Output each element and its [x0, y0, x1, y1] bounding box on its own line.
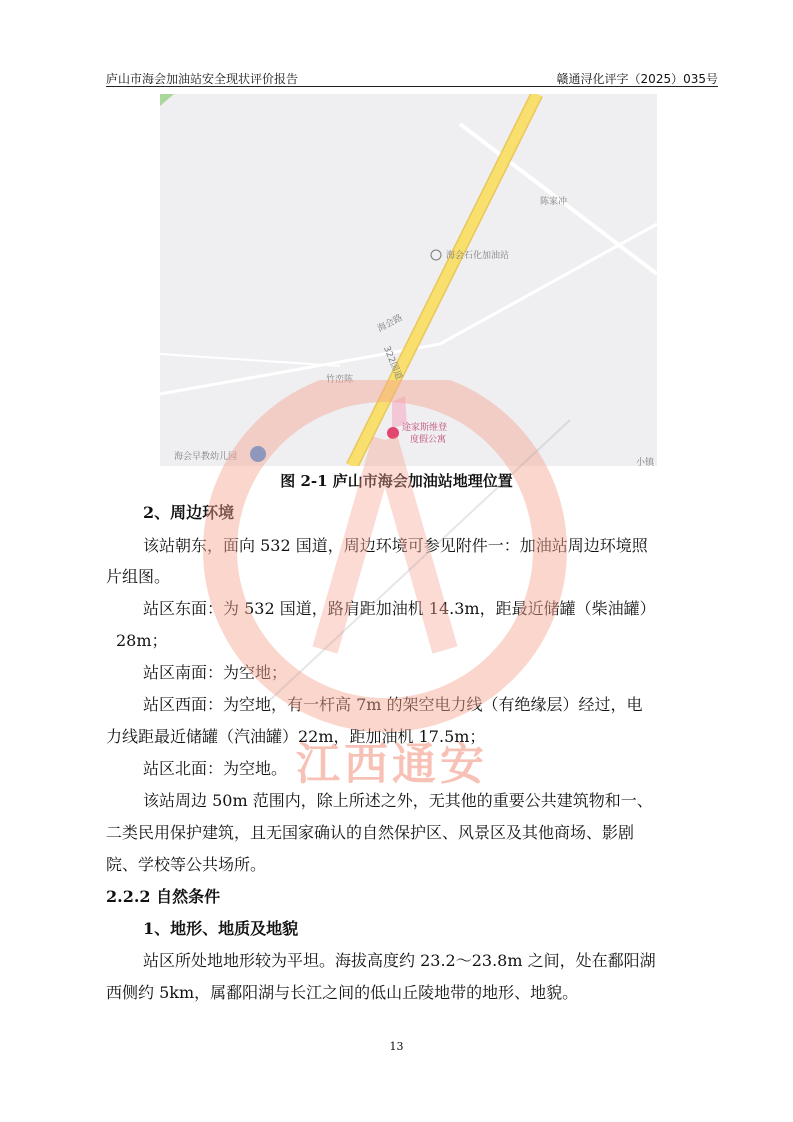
- watermark-text: 江西通安: [296, 739, 488, 790]
- paragraph-orientation-line2: 片组图。: [106, 567, 171, 586]
- paragraph-radius-line3: 院、学校等公共场所。: [106, 855, 267, 874]
- heading-surroundings: 2、周边环境: [143, 503, 235, 522]
- hotel-pin-icon: [387, 427, 399, 439]
- page-header: [106, 68, 718, 86]
- map-roads: [160, 94, 657, 466]
- paragraph-radius-line1: 该站周边 50m 范围内，除上所述之外，无其他的重要公共建筑物和一、: [143, 791, 653, 810]
- map-green-area: [160, 94, 174, 106]
- map-label-hotel-line1: 途家斯维登: [402, 423, 448, 433]
- map-label-haihui-road: 海会路: [375, 313, 405, 335]
- map-road-lane: [160, 354, 340, 366]
- gas-station-icon: [431, 250, 441, 260]
- paragraph-east-line2: 28m；: [116, 631, 168, 650]
- map-label-station: 海会石化加油站: [446, 251, 510, 261]
- heading-terrain: 1、地形、地质及地貌: [143, 919, 299, 938]
- map-road-side: [440, 224, 657, 344]
- map-label-kindergarten: 海会早教幼儿园: [174, 452, 238, 462]
- header-rule: [106, 86, 718, 87]
- map-label-corner: 小镇: [636, 458, 655, 466]
- paragraph-east-line1: 站区东面：为 532 国道，路肩距加油机 14.3m，距最近储罐（柴油罐）: [143, 599, 656, 618]
- map-label-g322: 322国道: [380, 344, 404, 382]
- paragraph-north: 站区北面：为空地。: [143, 759, 288, 778]
- kindergarten-pin-icon: [250, 446, 266, 462]
- paragraph-west-line1: 站区西面：为空地，有一杆高 7m 的架空电力线（有绝缘层）经过，电: [143, 695, 643, 714]
- paragraph-terrain-line2: 西侧约 5km，属鄱阳湖与长江之间的低山丘陵地带的地形、地貌。: [106, 983, 579, 1002]
- map-label-hotel-line2: 度假公寓: [410, 435, 447, 445]
- paragraph-terrain-line1: 站区所处地地形较为平坦。海拔高度约 23.2～23.8m 之间，处在鄱阳湖: [143, 951, 656, 970]
- header-report-number: 赣通浔化评字（2025）035号: [556, 72, 718, 86]
- map-label-chenjiachong: 陈家冲: [540, 197, 568, 207]
- paragraph-west-line2: 力线距最近储罐（汽油罐）22m，距加油机 17.5m；: [106, 727, 486, 746]
- location-map: [160, 94, 657, 466]
- header-report-title: 庐山市海会加油站安全现状评价报告: [106, 72, 299, 86]
- figure-caption: 图 2-1 庐山市海会加油站地理位置: [280, 472, 513, 490]
- map-label-zhuyuchen: 竹峦陈: [326, 375, 354, 385]
- paragraph-orientation-line1: 该站朝东，面向 532 国道，周边环境可参见附件一：加油站周边环境照: [143, 536, 648, 555]
- paragraph-south: 站区南面：为空地；: [143, 663, 288, 682]
- page-number: 13: [389, 1040, 404, 1053]
- paragraph-radius-line2: 二类民用保护建筑，且无国家确认的自然保护区、风景区及其他商场、影剧: [106, 823, 635, 842]
- map-road-g322: [352, 94, 537, 466]
- section-heading-natural-conditions: 2.2.2 自然条件: [106, 887, 221, 906]
